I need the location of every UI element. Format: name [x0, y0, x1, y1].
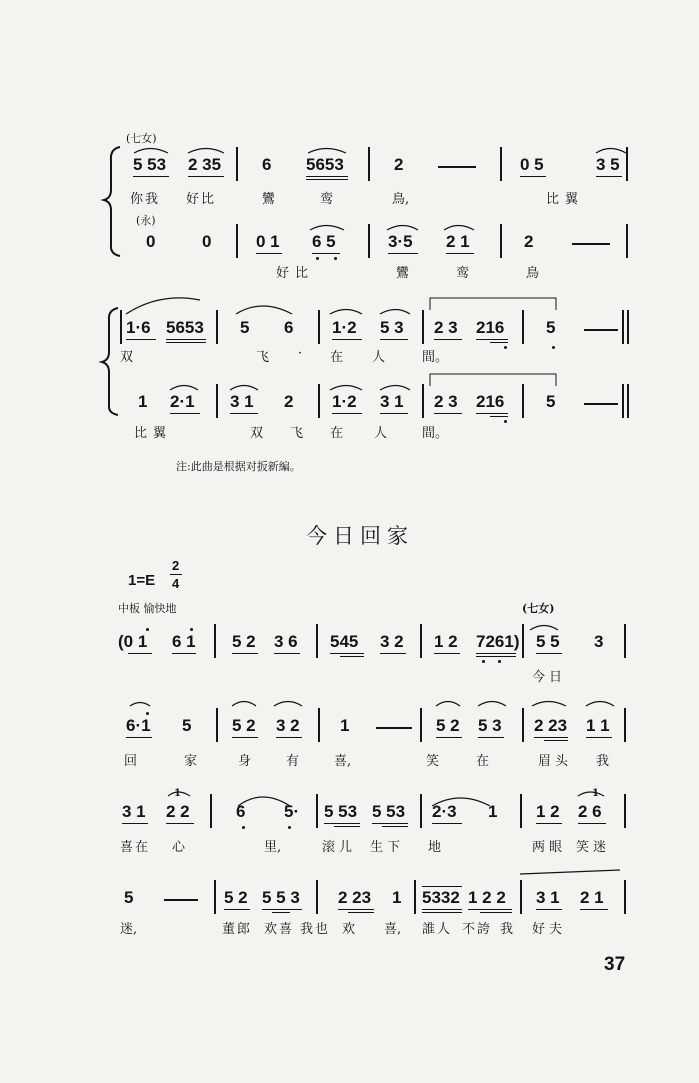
note-group: (0 1 [118, 632, 148, 651]
note-group: 216 [476, 318, 505, 337]
note-group: 3·5 [388, 232, 413, 251]
lyric: 有 [286, 754, 300, 769]
lyric: 两眼 [532, 840, 567, 855]
barline [422, 384, 424, 418]
lyric: 鸾 [320, 192, 334, 207]
note-group: 6 1 [172, 632, 196, 651]
key-signature: 1=E [128, 572, 156, 589]
lyric: 董郎 [222, 922, 253, 937]
barline [622, 384, 624, 418]
note-group: 545 [330, 632, 359, 651]
underline [133, 176, 169, 177]
underline [128, 653, 152, 654]
lyric: 我也 [300, 922, 331, 937]
underline [536, 653, 562, 654]
note-group: 5 [546, 318, 556, 337]
barline [214, 624, 216, 658]
lyric: 家 [184, 754, 198, 769]
lyric: 飞 [256, 350, 270, 365]
lyric: 鸾 [456, 266, 470, 281]
note-group: 5 53 [133, 155, 167, 174]
lyric: 喜, [334, 754, 352, 769]
note-group: 5 2 [224, 888, 248, 907]
underline [170, 413, 200, 414]
note-group: 3 5 [596, 155, 620, 174]
underline [480, 912, 512, 913]
underline [382, 826, 408, 827]
low-octave-dot [288, 826, 291, 829]
note-group: 1 [138, 392, 148, 411]
note-group: 1 [392, 888, 402, 907]
underline [586, 737, 612, 738]
low-octave-dot [504, 420, 507, 423]
underline [232, 653, 258, 654]
barline [500, 147, 502, 181]
note-group: 5 2 [436, 716, 460, 735]
part-label: (七女) [522, 602, 555, 615]
extension-dash [376, 727, 412, 729]
underline [166, 342, 206, 343]
barline [420, 794, 422, 828]
barline [624, 708, 626, 742]
underline [476, 656, 516, 657]
lyric: 滚儿 [322, 840, 357, 855]
high-octave-dot [146, 712, 149, 715]
lyric: 在 [330, 426, 344, 441]
note-group: 0 [146, 232, 156, 251]
lyric: 喜, [384, 922, 402, 937]
lyric: 欢 [342, 922, 356, 937]
underline [388, 253, 418, 254]
low-octave-dot [504, 346, 507, 349]
underline [536, 823, 562, 824]
note-group: 5332 [422, 888, 460, 907]
note-group: 6 [236, 802, 246, 821]
note-group: 2 6 [578, 802, 602, 821]
lyric: 人 [372, 350, 386, 365]
lyric: 笑 [426, 754, 440, 769]
note-group: 5 5 [536, 632, 560, 651]
barline [368, 224, 370, 258]
lyric: 我 [596, 754, 610, 769]
underline [224, 909, 250, 910]
extension-dash [584, 403, 618, 405]
lyric: 地 [428, 840, 442, 855]
underline [332, 413, 362, 414]
underline [596, 176, 622, 177]
lyric: 人 [374, 426, 388, 441]
note-group: 2·3 [432, 802, 457, 821]
note-group: 3 1 [122, 802, 146, 821]
note-group: 2 1 [580, 888, 604, 907]
note-group: 5 3 [478, 716, 502, 735]
note-group: 3 6 [274, 632, 298, 651]
underline [332, 339, 362, 340]
lyric: 不誇 [462, 922, 493, 937]
lyric: 迷, [120, 922, 138, 937]
note-group: 7261) [476, 632, 520, 651]
underline [490, 342, 508, 343]
underline [306, 176, 348, 177]
note-group: 2 1 [446, 232, 470, 251]
barline [216, 310, 218, 344]
underline [272, 912, 290, 913]
barline [626, 147, 628, 181]
lyric: 誰人 [422, 922, 453, 937]
lyric: 你我 [130, 192, 161, 207]
underline [126, 339, 156, 340]
note-group: 5 [182, 716, 192, 735]
underline [330, 653, 364, 654]
lyric: 双 [120, 350, 134, 365]
underline [166, 823, 194, 824]
underline [434, 413, 462, 414]
lyric: 笑迷 [576, 840, 611, 855]
note-group: 2 35 [188, 155, 222, 174]
lyric: 生下 [370, 840, 405, 855]
lyric: 身 [238, 754, 252, 769]
note-group: 0 1 [256, 232, 280, 251]
lyric: 眉头 [538, 754, 573, 769]
underline [580, 909, 608, 910]
note-group: 1 2 [536, 802, 560, 821]
lyric: 心 [172, 840, 186, 855]
note-group: 5 3 [380, 318, 404, 337]
lyric: 間。 [422, 426, 449, 441]
underline [172, 653, 196, 654]
high-octave-dot [190, 628, 193, 631]
lyric: 欢喜 [264, 922, 295, 937]
note-group: 2 [284, 392, 294, 411]
low-octave-dot [242, 826, 245, 829]
note-group: 5653 [306, 155, 344, 174]
note-group: 5· [284, 802, 300, 821]
lyric: 間。 [422, 350, 449, 365]
underline [434, 339, 462, 340]
underline [446, 253, 474, 254]
underline [490, 416, 508, 417]
underline [334, 826, 360, 827]
lyric: 在 [476, 754, 490, 769]
note-group: 3 1 [380, 392, 404, 411]
underline [380, 653, 406, 654]
underline [232, 737, 258, 738]
barline [500, 224, 502, 258]
barline [216, 384, 218, 418]
note-group: 6 5 [312, 232, 336, 251]
note-group: 2·1 [170, 392, 195, 411]
barline [368, 147, 370, 181]
underline [434, 653, 460, 654]
underline [126, 737, 152, 738]
lyric: 鸞 [262, 192, 276, 207]
underline [476, 339, 508, 340]
page-number: 37 [604, 954, 626, 975]
barline [520, 794, 522, 828]
extension-dash [584, 329, 618, 331]
barline [522, 708, 524, 742]
underline [306, 179, 348, 180]
note-group: 2 [394, 155, 404, 174]
note-group: 1 2 2 [468, 888, 506, 907]
song-title: 今日回家 [306, 524, 414, 548]
underline [520, 176, 546, 177]
barline [414, 880, 416, 914]
lyric: 鳥, [392, 192, 410, 207]
note-group: 5 53 [324, 802, 358, 821]
barline [520, 880, 522, 914]
lyric: 比翼 [134, 426, 173, 441]
low-octave-dot [334, 257, 337, 260]
note-group: 2 2 [166, 802, 190, 821]
note-group: 5 [124, 888, 134, 907]
barline [316, 794, 318, 828]
underline [468, 909, 512, 910]
part-label-female: (七女) [126, 132, 157, 145]
grace-note: 1 [592, 788, 599, 799]
note-group: 2 [524, 232, 534, 251]
overline [422, 886, 462, 887]
barline [318, 708, 320, 742]
note-group: 2 3 [434, 318, 458, 337]
low-octave-dot [498, 660, 501, 663]
underline [312, 253, 340, 254]
lyric: 双 [250, 426, 264, 441]
note-group: 1·2 [332, 318, 357, 337]
underline [436, 737, 462, 738]
note-group: 1·6 [126, 318, 151, 337]
underline [422, 909, 462, 910]
final-barline [627, 384, 629, 418]
underline [476, 413, 508, 414]
underline [188, 176, 224, 177]
note-group: 5 [240, 318, 250, 337]
low-octave-dot [482, 660, 485, 663]
underline [276, 737, 302, 738]
lyric: 好比 [276, 266, 315, 281]
note-group: 3 1 [536, 888, 560, 907]
underline [476, 653, 516, 654]
underline [544, 740, 568, 741]
low-octave-dot [316, 257, 319, 260]
lyric: 比翼 [546, 192, 585, 207]
lyric: 鸞 [396, 266, 410, 281]
note-group: 3 2 [380, 632, 404, 651]
lyric: 飞 [290, 426, 304, 441]
extension-dash [164, 899, 198, 901]
lyric: · [298, 346, 303, 361]
underline [534, 737, 568, 738]
note-group: 5653 [166, 318, 204, 337]
barline [522, 310, 524, 344]
underline [324, 823, 360, 824]
lyric: 今日 [532, 670, 567, 685]
time-signature-line [170, 574, 182, 575]
note-group: 2 23 [338, 888, 372, 907]
barline [236, 224, 238, 258]
time-signature-top: 2 [172, 558, 180, 573]
note-group: 1 [488, 802, 498, 821]
note-group: 5 53 [372, 802, 406, 821]
note-group: 5 2 [232, 632, 256, 651]
lyric: 喜在 [120, 840, 151, 855]
high-octave-dot [146, 628, 149, 631]
underline [262, 909, 302, 910]
low-octave-dot [552, 346, 555, 349]
note-group: 5 5 3 [262, 888, 300, 907]
lyric: 好夫 [532, 922, 567, 937]
barline [316, 624, 318, 658]
footnote: 注:此曲是根据对扳新編。 [176, 460, 301, 473]
underline [536, 909, 562, 910]
note-group: 3 2 [276, 716, 300, 735]
barline [316, 880, 318, 914]
underline [578, 823, 606, 824]
underline [432, 823, 462, 824]
barline [236, 147, 238, 181]
lyric: 好比 [186, 192, 217, 207]
underline [422, 912, 462, 913]
underline [340, 656, 364, 657]
barline [216, 708, 218, 742]
barline [624, 794, 626, 828]
barline [522, 624, 524, 658]
note-group: 6 [262, 155, 272, 174]
underline [348, 912, 374, 913]
note-group: 216 [476, 392, 505, 411]
barline [214, 880, 216, 914]
underline [230, 413, 258, 414]
underline [166, 339, 206, 340]
note-group: 5 2 [232, 716, 256, 735]
barline [120, 310, 122, 344]
barline [318, 384, 320, 418]
note-group: 3 [594, 632, 604, 651]
barline [420, 708, 422, 742]
lyric: 在 [330, 350, 344, 365]
note-group: 2 23 [534, 716, 568, 735]
note-group: 5 [546, 392, 556, 411]
underline [122, 823, 148, 824]
part-label-male: (永) [136, 214, 156, 227]
final-barline [627, 310, 629, 344]
note-group: 2 3 [434, 392, 458, 411]
barline [420, 624, 422, 658]
underline [338, 909, 374, 910]
note-group: 0 5 [520, 155, 544, 174]
barline [318, 310, 320, 344]
note-group: 0 [202, 232, 212, 251]
extension-dash [572, 243, 610, 245]
barline [210, 794, 212, 828]
time-signature-bottom: 4 [172, 576, 180, 591]
barline [624, 880, 626, 914]
underline [274, 653, 300, 654]
underline [256, 253, 282, 254]
lyric: 里, [264, 840, 282, 855]
lyric: 我 [500, 922, 514, 937]
barline [626, 224, 628, 258]
note-group: 6·1 [126, 716, 151, 735]
barline [522, 384, 524, 418]
note-group: 3 1 [230, 392, 254, 411]
underline [478, 737, 504, 738]
underline [372, 823, 408, 824]
extension-dash [438, 166, 476, 168]
barline [624, 624, 626, 658]
lyric: 回 [124, 754, 138, 769]
note-group: 6 [284, 318, 294, 337]
lyric: 鳥 [526, 266, 540, 281]
barline [422, 310, 424, 344]
underline [380, 413, 408, 414]
grace-note: 1 [174, 788, 181, 799]
underline [380, 339, 408, 340]
note-group: 1 1 [586, 716, 610, 735]
note-group: 1 [340, 716, 350, 735]
note-group: 1 2 [434, 632, 458, 651]
barline [622, 310, 624, 344]
tempo-marking: 中板 愉快地 [118, 602, 177, 615]
note-group: 1·2 [332, 392, 357, 411]
